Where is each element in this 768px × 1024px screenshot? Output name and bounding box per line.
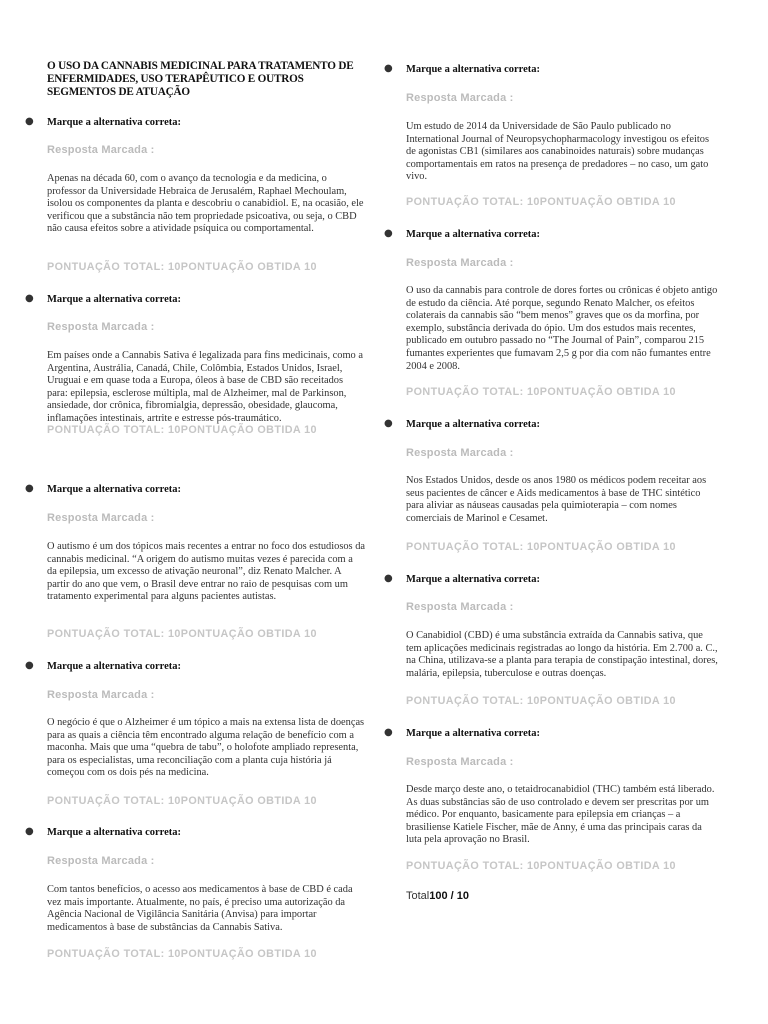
question-label: Marque a alternativa correta: <box>47 117 182 128</box>
score-line: PONTUAÇÃO TOTAL: 10PONTUAÇÃO OBTIDA 10 <box>406 386 676 398</box>
question-text: O autismo é um dos tópicos mais recentes a entrar no foco dos estudiosos da cannabis medicinal. “A origem do autismo muitas vezes é parecida com a da epilepsia, um excesso de ativação neuronal”, diz Renato Malcher. A partir do ano que vem, o Brasil deve entrar no raio de pesquisas com um tratamento experimental para alguns pacientes autistas. <box>47 541 366 603</box>
answer-label: Resposta Marcada : <box>406 756 514 768</box>
question-item <box>25 483 367 496</box>
answer-label: Resposta Marcada : <box>406 601 514 613</box>
question-label: Marque a alternativa correta: <box>47 827 182 838</box>
bullet-icon: ● <box>384 228 393 239</box>
score-line: PONTUAÇÃO TOTAL: 10PONTUAÇÃO OBTIDA 10 <box>47 795 317 807</box>
question-label: Marque a alternativa correta: <box>47 661 182 672</box>
question-label: Marque a alternativa correta: <box>406 229 541 240</box>
total-score <box>406 890 469 902</box>
bullet-icon: ● <box>384 573 393 584</box>
bullet-icon: ● <box>25 826 34 837</box>
question-text: O negócio é que o Alzheimer é um tópico a mais na extensa lista de doenças para as quais a ciência têm encontrado alguma relação de benefício com a maconha. Mais que uma “quebra de tabu”, o holofote ampliado representa, para os especialistas, uma reconciliação com a planta cuja história já começou com os dois pés na medicina. <box>47 717 365 779</box>
question-text: Desde março deste ano, o tetaidrocanabidiol (THC) também está liberado. As duas substâncias são de uso controlado e devem ser prescritas por um médico. Por enquanto, basicamente para epilepsia em crianças – a brasiliense Katiele Fischer, mãe de Anny, é uma das principais caras da luta pela aprovação no Brasil. <box>406 784 715 846</box>
question-item <box>384 727 726 740</box>
score-line: PONTUAÇÃO TOTAL: 10PONTUAÇÃO OBTIDA 10 <box>47 261 317 273</box>
question-text: Um estudo de 2014 da Universidade de São Paulo publicado no International Journal of Neuropsychopharmacology investigou os efeitos de agonistas CB1 (similares aos canabinoides naturais) sobre mudanças comportamentais em ratos na presença de predadores – no caso, um gato vivo. <box>406 121 709 183</box>
page-title: O USO DA CANNABIS MEDICINAL PARA TRATAMENTO DE ENFERMIDADES, USO TERAPÊUTICO E OUTROS SEGMENTOS DE ATUAÇÃO <box>47 60 354 98</box>
score-line: PONTUAÇÃO TOTAL: 10PONTUAÇÃO OBTIDA 10 <box>406 860 676 872</box>
bullet-icon: ● <box>25 116 34 127</box>
answer-label: Resposta Marcada : <box>47 855 155 867</box>
answer-label: Resposta Marcada : <box>47 512 155 524</box>
answer-label: Resposta Marcada : <box>406 257 514 269</box>
question-label: Marque a alternativa correta: <box>406 574 541 585</box>
bullet-icon: ● <box>25 483 34 494</box>
question-label: Marque a alternativa correta: <box>406 419 541 430</box>
question-item <box>25 660 367 673</box>
total-label: Total <box>406 890 430 902</box>
bullet-icon: ● <box>384 727 393 738</box>
answer-label: Resposta Marcada : <box>406 447 514 459</box>
question-item <box>25 293 367 306</box>
score-line: PONTUAÇÃO TOTAL: 10PONTUAÇÃO OBTIDA 10 <box>47 424 317 436</box>
score-line: PONTUAÇÃO TOTAL: 10PONTUAÇÃO OBTIDA 10 <box>47 948 317 960</box>
total-value: 100 / 10 <box>429 890 470 902</box>
question-item <box>384 418 726 431</box>
question-item <box>384 573 726 586</box>
question-label: Marque a alternativa correta: <box>47 294 182 305</box>
question-item <box>25 826 367 839</box>
answer-label: Resposta Marcada : <box>406 92 514 104</box>
answer-label: Resposta Marcada : <box>47 144 155 156</box>
question-text: O Canabidiol (CBD) é uma substância extraída da Cannabis sativa, que tem aplicações medicinais registradas ao longo da história. Em 2.700 a. C., na China, utilizava-se a planta para terapia de constipação intestinal, dores, malária, epilepsia, tuberculose e outras doenças. <box>406 630 718 679</box>
bullet-icon: ● <box>384 418 393 429</box>
question-item <box>384 228 726 241</box>
bullet-icon: ● <box>384 63 393 74</box>
question-text: Nos Estados Unidos, desde os anos 1980 os médicos podem receitar aos seus pacientes de câncer e Aids medicamentos à base de THC sintético para aliviar as náuseas causadas pela quimioterapia – com nomes comerciais de Marinol e Cesamet. <box>406 475 707 524</box>
score-line: PONTUAÇÃO TOTAL: 10PONTUAÇÃO OBTIDA 10 <box>406 541 676 553</box>
bullet-icon: ● <box>25 660 34 671</box>
question-label: Marque a alternativa correta: <box>406 64 541 75</box>
question-label: Marque a alternativa correta: <box>406 728 541 739</box>
question-text: Em países onde a Cannabis Sativa é legalizada para fins medicinais, como a Argentina, Austrália, Canadá, Chile, Colômbia, Estados Unidos, Israel, Uruguai e em quase toda a Europa, óleos à base de CBD são receitados para: epilepsia, esclerose múltipla, mal de Alzheimer, mal de Parkinson, ansiedade, dor crônica, fibromialgia, depressão, obesidade, glaucoma, inflamações intestinais, artrite e estresse pós-traumático. <box>47 350 363 424</box>
answer-label: Resposta Marcada : <box>47 321 155 333</box>
question-text: O uso da cannabis para controle de dores fortes ou crônicas é objeto antigo de estudo da ciência. Até porque, segundo Renato Malcher, os efeitos colaterais da cannabis são “bem menos” graves que os da morfina, por exemplo, substância derivada do ópio. Um dos estudos mais recentes, publicado em outubro passado no “The Journal of Pain”, comparou 215 fumantes experientes que fumavam 2,5 g por dia com não fumantes entre 2004 e 2008. <box>406 285 718 372</box>
question-text: Com tantos benefícios, o acesso aos medicamentos à base de CBD é cada vez mais importante. Atualmente, no país, é preciso uma autorização da Agência Nacional de Vigilância Sanitária (Anvisa) para importar medicamentos à base de substâncias da Cannabis Sativa. <box>47 884 353 933</box>
score-line: PONTUAÇÃO TOTAL: 10PONTUAÇÃO OBTIDA 10 <box>406 196 676 208</box>
score-line: PONTUAÇÃO TOTAL: 10PONTUAÇÃO OBTIDA 10 <box>406 695 676 707</box>
question-label: Marque a alternativa correta: <box>47 484 182 495</box>
question-item <box>25 116 367 129</box>
score-line: PONTUAÇÃO TOTAL: 10PONTUAÇÃO OBTIDA 10 <box>47 628 317 640</box>
answer-label: Resposta Marcada : <box>47 689 155 701</box>
question-item <box>384 63 726 76</box>
bullet-icon: ● <box>25 293 34 304</box>
question-text: Apenas na década 60, com o avanço da tecnologia e da medicina, o professor da Universidade Hebraica de Jerusalém, Raphael Mechoulam, isolou os componentes da planta e descobriu o canabidiol. E, na ocasião, ele verificou que a substância não tem propriedade psicoativa, ou seja, o CBD não causa efeitos sobre a atividade psíquica ou comportamental. <box>47 173 364 235</box>
